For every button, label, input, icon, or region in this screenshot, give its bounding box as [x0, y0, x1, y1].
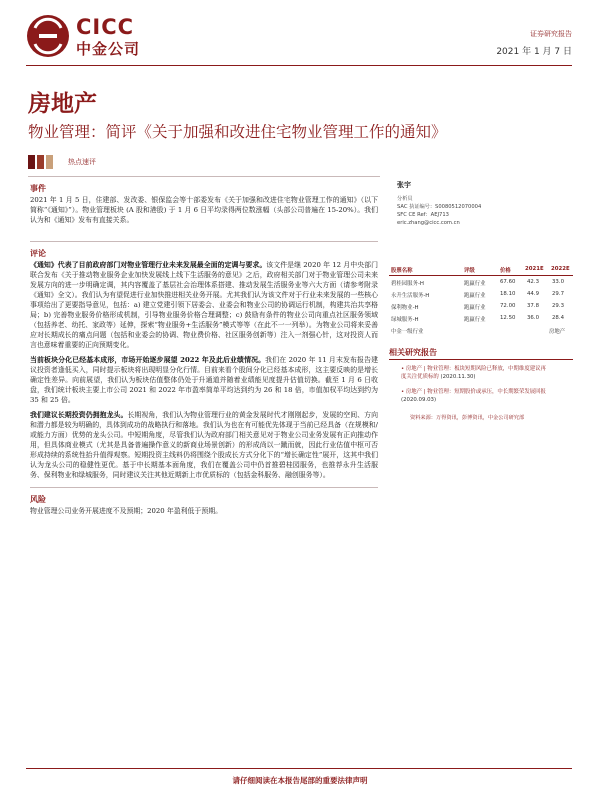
- comment-p3-body: 长期视角，我们认为物业管理行业的黄金发展时代才刚刚起步，发展的空间、方向和潜力都是较为明确的，具体到成功的战略执行和落地。我们认为也在有可能优先体现于当前已经具备（在规模和/或能力方面）优势的龙头公司。中短期角度，尽管我们认为政府部门相关意见对于物业公司业务发展有正向推动作用，但具体商业模式（尤其是具备普遍操作意义的新商业场景创新）的形成尚以一蹴而就，因此行业估值中枢可否形成持续的系统性抬升值得观察。短期投资主线料仍将围绕个股成长方式分化下的“增长确定性”展开，这其中我们认为龙头公司的稳健性更优。基于中长期基本面角度，我们在覆盖公司中仍首推碧桂园服务，也推荐永升生活服务、保利物业和绿城服务，同时建议关注其他近期新上市优质标的（包括金科服务、融创服务等）。: [30, 411, 379, 479]
- analyst-role: 分析员: [397, 196, 413, 202]
- data-source: 资料来源：万得资讯，彭博资讯，中金公司研究部: [410, 415, 525, 421]
- table-cell: 碧桂园服务-H: [391, 281, 424, 287]
- table-cell: 37.8: [527, 303, 540, 309]
- comment-p2-lead: 当前板块分化已经基本成形，市场开始逐步展望 2022 年及此后业绩情况。: [30, 356, 266, 364]
- table-cell: 36.0: [527, 315, 540, 321]
- header-divider: [26, 65, 572, 66]
- table-row: [389, 324, 573, 336]
- table-header-cell: 价格: [500, 268, 511, 274]
- table-row: [389, 300, 573, 312]
- related-report-title[interactable]: • 房地产 | 物业管理：短期股价或承压，中长期繁荣发展回报: [401, 389, 546, 395]
- legal-notice: 请仔细阅读在本报告尾部的重要法律声明: [232, 776, 368, 785]
- table-cell: 12.50: [500, 315, 516, 321]
- table-cell: 保利物业-H: [391, 305, 419, 311]
- table-cell: 33.0: [552, 279, 565, 285]
- tag-square-icon: [37, 155, 44, 169]
- risk-text: 物业管理公司业务开展进度不及预期；2020 年盈利低于预期。: [30, 507, 222, 515]
- risk-heading: 风险: [30, 495, 46, 504]
- tag-square-icon: [28, 155, 35, 169]
- table-cell: 跑赢行业: [464, 305, 486, 311]
- ratings-table: [389, 263, 573, 336]
- header-meta: [496, 29, 572, 57]
- table-header-row: [389, 263, 573, 275]
- comment-paragraph-3: [30, 410, 378, 480]
- table-row: [389, 288, 573, 300]
- tag-square-icon: [46, 155, 53, 169]
- comment-p2-body: 我们在 2020 年 11 月末发布报告建议投资者逢低买入，同时提示板块将出现明显分化行情。目前来看个股间分化已经基本成形，这主要反映的是增长确定性差异。向前展望，我们认为板块估值整体仍处于升通道并随着业绩能见度提升估值切换。截至 1 月 6 日收盘，我们统计板块主要上市公司 2021 和 2022 年市盈率简单平均达到约为 26 和 18 倍，市值加权平均达到约为 35 和 25 倍。: [30, 356, 378, 404]
- cicc-logo-icon: [26, 14, 70, 58]
- table-cell: 跑赢行业: [464, 293, 486, 299]
- report-date: 2021 年 1 月 7 日: [496, 47, 572, 57]
- analyst-name: 张宇: [397, 181, 411, 189]
- comment-paragraph-2: [30, 355, 378, 405]
- table-cell: 28.4: [552, 315, 565, 321]
- comment-p1-body: 该文件是继 2020 年 12 月中央部门联合发布《关于推动物业服务企业加快发展线上线下生活服务的意见》之后，政府相关部门对于物业管理公司未来发展方向的进一步明确定调，其内容覆盖了基层社会治理体系搭建、推动发展生活服务业等六大方面（请参考附录《通知》全文）。我们认为有望促进行业加快推进相关业务开展。尤其我们认为该文件对于行业未来发展的一些核心事项给出了更要指导意见，包括：a) 建立党建引领下居委会、业委会和物业公司的协调运行机制，构建共治共享格局；b) 完善物业服务价格形成机制，引导物业服务价格合理调整；c) 鼓励有条件的物业公司向重点社区服务领域（包括养老、幼托、家政等）延伸，探索“物业服务+生活服务”模式等等（在此不一一列举）。为物业公司将来妥善应对长期成长的痛点问题（包括和业委会的协调、物业费价格、社区服务创新等）注入一剂强心针，这对投资人而言也意味着重要的正向预期变化。: [30, 261, 378, 349]
- analyst-sac: SAC 执证编号：S0080512070004: [397, 204, 482, 210]
- table-header-cell: 评级: [464, 268, 475, 274]
- table-cell: 29.7: [552, 291, 565, 297]
- comment-p3-lead: 我们建议长期投资仍拥抱龙头。: [30, 411, 128, 419]
- section-divider: [30, 241, 378, 242]
- table-cell: 67.60: [500, 279, 516, 285]
- table-header-cell: 2021E: [525, 266, 544, 272]
- tag-divider: [28, 176, 380, 177]
- table-row: [389, 276, 573, 288]
- table-header-cell: 2022E: [551, 266, 570, 272]
- analyst-email[interactable]: eric.zhang@cicc.com.cn: [397, 220, 460, 226]
- logo-text-cn: 中金公司: [76, 40, 141, 58]
- comment-p1-lead: 《通知》代表了目前政府部门对物业管理行业未来发展最全面的定调与要求。: [30, 261, 267, 269]
- table-cell: 42.3: [527, 279, 540, 285]
- table-cell: 29.3: [552, 303, 565, 309]
- tag-label: 热点速评: [68, 158, 96, 166]
- section-divider: [30, 487, 378, 488]
- footer-divider: [26, 768, 572, 769]
- related-report-title[interactable]: • 房地产 | 物业管理：板块短期风险已释放，中期维度建议再度关注优质标的: [401, 366, 546, 380]
- related-report-date: (2020.11.30): [440, 374, 476, 380]
- comment-paragraph-1: [30, 260, 378, 350]
- event-heading: 事件: [30, 184, 46, 193]
- logo-text-en: CICC: [76, 15, 135, 39]
- table-cell: 44.9: [527, 291, 540, 297]
- table-header-cell: 股票名称: [391, 268, 413, 274]
- table-cell: 18.10: [500, 291, 516, 297]
- table-cell: 72.00: [500, 303, 516, 309]
- table-row: [389, 312, 573, 324]
- table-cell: 永升生活服务-H: [391, 293, 430, 299]
- analyst-block: [389, 180, 573, 227]
- comment-heading: 评论: [30, 249, 46, 258]
- table-cell: 跑赢行业: [464, 281, 486, 287]
- sector-title: 房地产: [28, 90, 97, 117]
- related-research-heading: 相关研究报告: [389, 348, 437, 357]
- report-title: 物业管理：简评《关于加强和改进住宅物业管理工作的通知》: [28, 123, 447, 141]
- related-report-date: (2020.09.03): [401, 397, 437, 403]
- related-report-link[interactable]: [389, 388, 573, 406]
- table-cell: 跑赢行业: [464, 317, 486, 323]
- main-content: [30, 183, 378, 516]
- table-cell: 中金一级行业: [391, 329, 424, 335]
- related-report-link[interactable]: [389, 365, 573, 383]
- cicc-logo: [26, 14, 166, 58]
- event-text: 2021 年 1 月 5 日，住建部、发改委、银保监会等十部委发布《关于加强和改进住宅物业管理工作的通知》（以下简称“《通知》”）。物业管理板块 (A 股和港股) 于 1 月 6 日平均录得两位数涨幅（头部公司普遍在 15-20%）。我们认为和《通知》发布有直接关系。: [30, 196, 378, 224]
- analyst-sfc: SFC CE Ref：AEJ713: [397, 212, 449, 218]
- report-type: 证券研究报告: [530, 30, 572, 38]
- table-cell: 绿城服务-H: [391, 317, 419, 323]
- table-cell: 房地产: [549, 329, 566, 335]
- related-divider: [389, 359, 573, 360]
